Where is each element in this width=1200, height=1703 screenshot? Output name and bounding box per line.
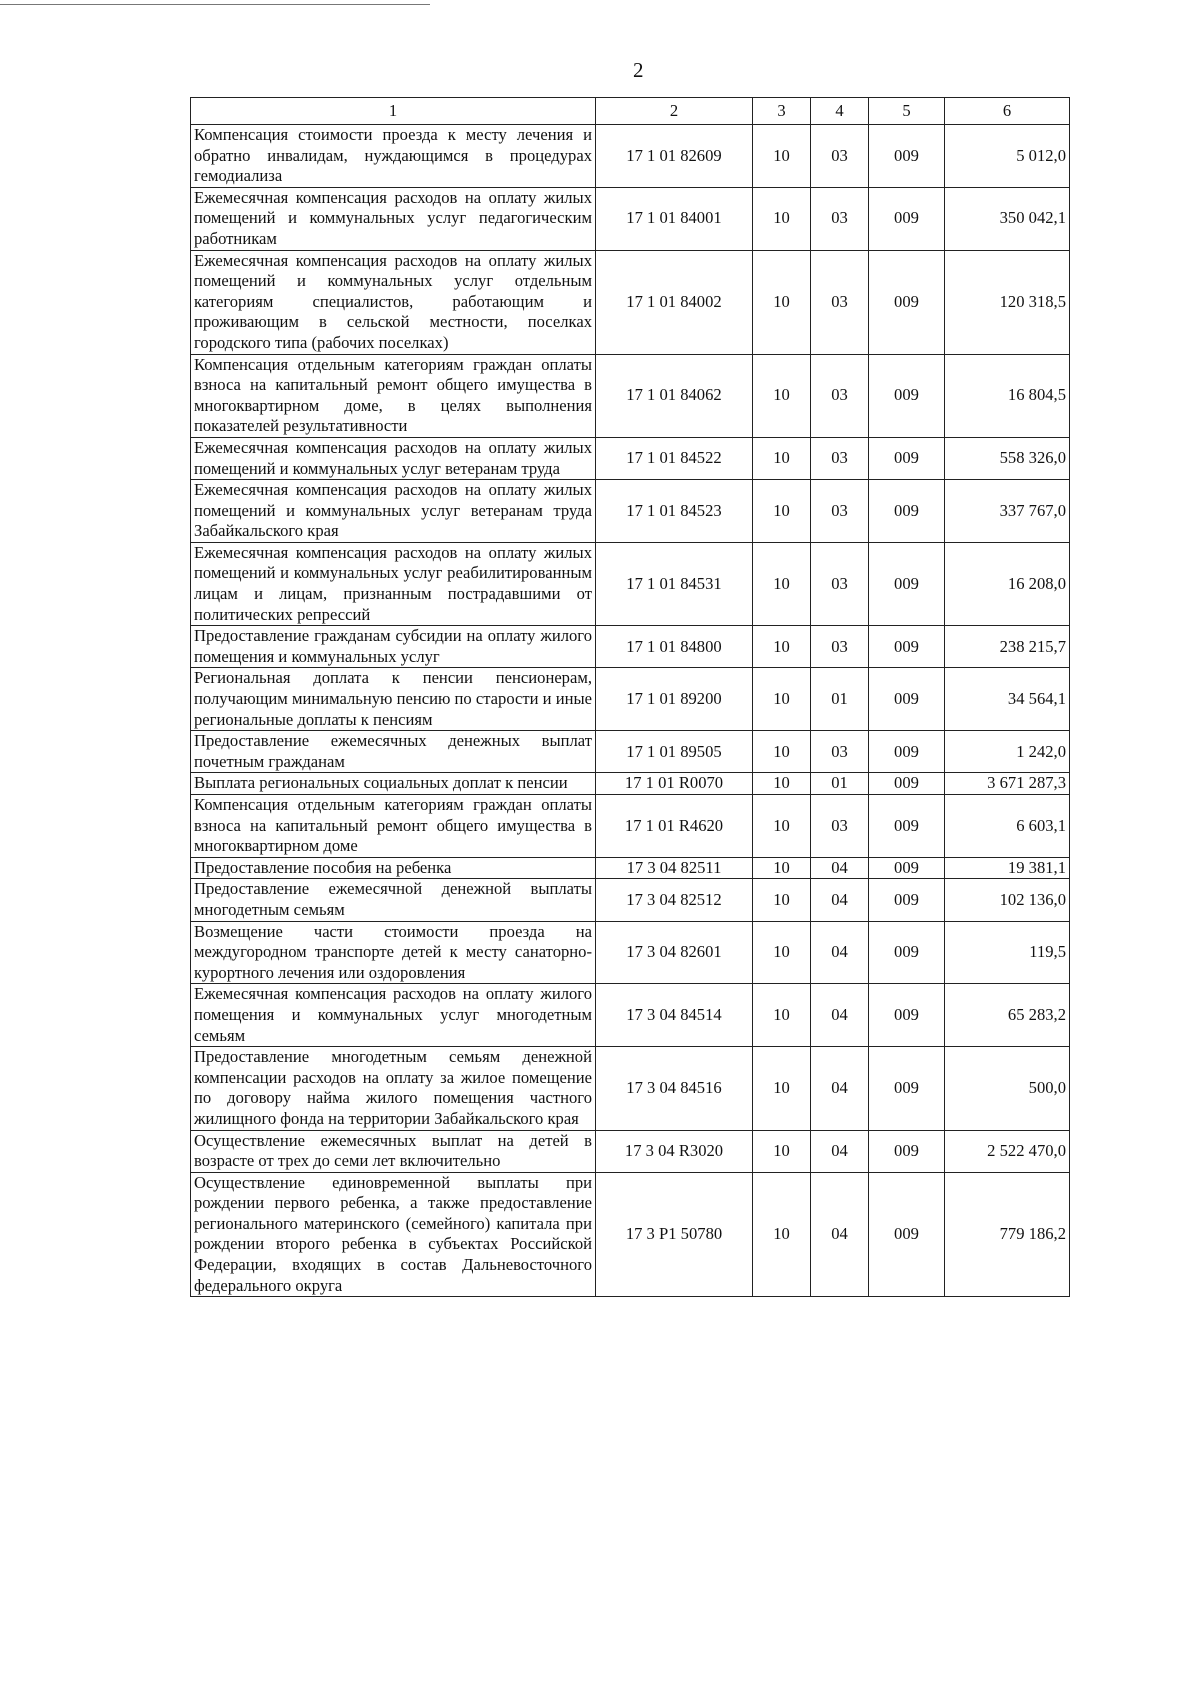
table-row (191, 480, 1070, 543)
row-amount: 6 603,1 (945, 795, 1070, 858)
row-column-4: 04 (811, 984, 869, 1047)
row-column-5: 009 (869, 1047, 945, 1130)
table-row (191, 857, 1070, 879)
row-column-5: 009 (869, 857, 945, 879)
row-column-4: 04 (811, 1047, 869, 1130)
row-amount: 337 767,0 (945, 480, 1070, 543)
row-description: Предоставление пособия на ребенка (191, 857, 596, 879)
table-row (191, 125, 1070, 188)
row-amount: 558 326,0 (945, 437, 1070, 479)
table-row (191, 626, 1070, 668)
table-row (191, 1130, 1070, 1172)
top-scan-line (0, 4, 430, 5)
row-amount: 779 186,2 (945, 1172, 1070, 1297)
row-description: Ежемесячная компенсация расходов на оплату жилых помещений и коммунальных услуг ветеранам труда (191, 437, 596, 479)
row-column-3: 10 (753, 187, 811, 250)
row-column-5: 009 (869, 984, 945, 1047)
table-row (191, 187, 1070, 250)
table-row (191, 1047, 1070, 1130)
row-column-5: 009 (869, 731, 945, 773)
budget-table (190, 97, 1070, 1297)
row-column-4: 03 (811, 437, 869, 479)
row-amount: 5 012,0 (945, 125, 1070, 188)
row-column-5: 009 (869, 879, 945, 921)
row-budget-code: 17 3 04 82511 (596, 857, 753, 879)
row-budget-code: 17 1 01 R0070 (596, 773, 753, 795)
table-row (191, 1172, 1070, 1297)
row-column-3: 10 (753, 668, 811, 731)
row-description: Предоставление гражданам субсидии на оплату жилого помещения и коммунальных услуг (191, 626, 596, 668)
row-column-4: 03 (811, 250, 869, 354)
row-budget-code: 17 1 01 89200 (596, 668, 753, 731)
row-amount: 500,0 (945, 1047, 1070, 1130)
table-row (191, 921, 1070, 984)
row-column-5: 009 (869, 542, 945, 625)
row-budget-code: 17 3 P1 50780 (596, 1172, 753, 1297)
table-row (191, 879, 1070, 921)
row-description: Ежемесячная компенсация расходов на оплату жилых помещений и коммунальных услуг ветеранам труда Забайкальского края (191, 480, 596, 543)
row-amount: 120 318,5 (945, 250, 1070, 354)
page-number: 2 (633, 58, 644, 82)
row-amount: 34 564,1 (945, 668, 1070, 731)
row-column-5: 009 (869, 250, 945, 354)
row-description: Возмещение части стоимости проезда на междугородном транспорте детей к месту санаторно-курортного лечения или оздоровления (191, 921, 596, 984)
row-column-5: 009 (869, 187, 945, 250)
row-column-3: 10 (753, 1130, 811, 1172)
row-budget-code: 17 1 01 84523 (596, 480, 753, 543)
row-column-4: 03 (811, 626, 869, 668)
table-row (191, 731, 1070, 773)
row-column-4: 01 (811, 773, 869, 795)
row-column-3: 10 (753, 480, 811, 543)
row-column-5: 009 (869, 795, 945, 858)
row-description: Ежемесячная компенсация расходов на оплату жилого помещения и коммунальных услуг многодетным семьям (191, 984, 596, 1047)
row-column-4: 04 (811, 921, 869, 984)
row-column-4: 04 (811, 857, 869, 879)
row-column-3: 10 (753, 731, 811, 773)
row-column-3: 10 (753, 250, 811, 354)
table-row (191, 773, 1070, 795)
row-budget-code: 17 3 04 82512 (596, 879, 753, 921)
table-row (191, 984, 1070, 1047)
row-description: Региональная доплата к пенсии пенсионерам, получающим минимальную пенсию по старости и иные региональные доплаты к пенсиям (191, 668, 596, 731)
row-column-5: 009 (869, 626, 945, 668)
row-column-3: 10 (753, 921, 811, 984)
row-amount: 19 381,1 (945, 857, 1070, 879)
row-column-3: 10 (753, 773, 811, 795)
row-column-4: 03 (811, 125, 869, 188)
row-description: Выплата региональных социальных доплат к пенсии (191, 773, 596, 795)
row-column-3: 10 (753, 1172, 811, 1297)
row-column-4: 04 (811, 1172, 869, 1297)
row-budget-code: 17 3 04 84514 (596, 984, 753, 1047)
row-column-3: 10 (753, 626, 811, 668)
row-description: Осуществление единовременной выплаты при рождении первого ребенка, а также предоставление регионального материнского (семейного) капитала при рождении второго ребенка в субъектах Российской Федерации, входящих в состав Дальневосточного федерального округа (191, 1172, 596, 1297)
row-budget-code: 17 1 01 R4620 (596, 795, 753, 858)
row-budget-code: 17 1 01 84001 (596, 187, 753, 250)
row-budget-code: 17 1 01 84062 (596, 354, 753, 437)
table-row (191, 354, 1070, 437)
row-budget-code: 17 3 04 82601 (596, 921, 753, 984)
column-header-5: 5 (869, 98, 945, 125)
row-amount: 119,5 (945, 921, 1070, 984)
table-row (191, 795, 1070, 858)
header-row (191, 98, 1070, 125)
row-column-4: 03 (811, 480, 869, 543)
row-column-5: 009 (869, 354, 945, 437)
column-header-3: 3 (753, 98, 811, 125)
row-column-3: 10 (753, 984, 811, 1047)
row-budget-code: 17 1 01 84800 (596, 626, 753, 668)
table-row (191, 437, 1070, 479)
row-amount: 2 522 470,0 (945, 1130, 1070, 1172)
row-column-4: 04 (811, 1130, 869, 1172)
column-header-1: 1 (191, 98, 596, 125)
row-description: Ежемесячная компенсация расходов на оплату жилых помещений и коммунальных услуг педагогическим работникам (191, 187, 596, 250)
row-budget-code: 17 1 01 84002 (596, 250, 753, 354)
row-column-5: 009 (869, 1172, 945, 1297)
row-column-5: 009 (869, 1130, 945, 1172)
column-header-6: 6 (945, 98, 1070, 125)
row-column-4: 03 (811, 187, 869, 250)
row-column-3: 10 (753, 542, 811, 625)
row-column-5: 009 (869, 125, 945, 188)
row-description: Предоставление ежемесячной денежной выплаты многодетным семьям (191, 879, 596, 921)
row-column-3: 10 (753, 354, 811, 437)
row-budget-code: 17 1 01 84522 (596, 437, 753, 479)
row-description: Ежемесячная компенсация расходов на оплату жилых помещений и коммунальных услуг отдельным категориям специалистов, работающим и проживающим в сельской местности, поселках городского типа (рабочих поселках) (191, 250, 596, 354)
table-row (191, 542, 1070, 625)
row-column-4: 01 (811, 668, 869, 731)
row-budget-code: 17 3 04 84516 (596, 1047, 753, 1130)
row-budget-code: 17 1 01 82609 (596, 125, 753, 188)
row-budget-code: 17 1 01 89505 (596, 731, 753, 773)
row-description: Компенсация отдельным категориям граждан оплаты взноса на капитальный ремонт общего имущества в многоквартирном доме (191, 795, 596, 858)
row-description: Осуществление ежемесячных выплат на детей в возрасте от трех до семи лет включительно (191, 1130, 596, 1172)
table-body (191, 125, 1070, 1297)
row-amount: 16 208,0 (945, 542, 1070, 625)
row-column-3: 10 (753, 857, 811, 879)
row-column-5: 009 (869, 668, 945, 731)
row-column-3: 10 (753, 437, 811, 479)
row-column-3: 10 (753, 1047, 811, 1130)
row-amount: 16 804,5 (945, 354, 1070, 437)
row-amount: 102 136,0 (945, 879, 1070, 921)
row-description: Ежемесячная компенсация расходов на оплату жилых помещений и коммунальных услуг реабилитированным лицам и лицам, признанным пострадавшими от политических репрессий (191, 542, 596, 625)
row-column-4: 04 (811, 879, 869, 921)
row-column-5: 009 (869, 437, 945, 479)
row-description: Компенсация стоимости проезда к месту лечения и обратно инвалидам, нуждающимся в процедурах гемодиализа (191, 125, 596, 188)
table-row (191, 250, 1070, 354)
row-amount: 65 283,2 (945, 984, 1070, 1047)
row-column-4: 03 (811, 795, 869, 858)
row-column-5: 009 (869, 773, 945, 795)
column-header-2: 2 (596, 98, 753, 125)
row-column-5: 009 (869, 480, 945, 543)
row-column-4: 03 (811, 731, 869, 773)
row-budget-code: 17 1 01 84531 (596, 542, 753, 625)
row-description: Предоставление многодетным семьям денежной компенсации расходов на оплату за жилое помещение по договору найма жилого помещения частного жилищного фонда на территории Забайкальского края (191, 1047, 596, 1130)
row-column-4: 03 (811, 542, 869, 625)
row-column-3: 10 (753, 795, 811, 858)
row-description: Предоставление ежемесячных денежных выплат почетным гражданам (191, 731, 596, 773)
row-description: Компенсация отдельным категориям граждан оплаты взноса на капитальный ремонт общего имущества в многоквартирном доме, в целях выполнения показателей результативности (191, 354, 596, 437)
table-row (191, 668, 1070, 731)
row-amount: 3 671 287,3 (945, 773, 1070, 795)
row-column-3: 10 (753, 125, 811, 188)
row-amount: 350 042,1 (945, 187, 1070, 250)
row-column-5: 009 (869, 921, 945, 984)
row-budget-code: 17 3 04 R3020 (596, 1130, 753, 1172)
row-column-3: 10 (753, 879, 811, 921)
row-column-4: 03 (811, 354, 869, 437)
row-amount: 238 215,7 (945, 626, 1070, 668)
row-amount: 1 242,0 (945, 731, 1070, 773)
column-header-4: 4 (811, 98, 869, 125)
